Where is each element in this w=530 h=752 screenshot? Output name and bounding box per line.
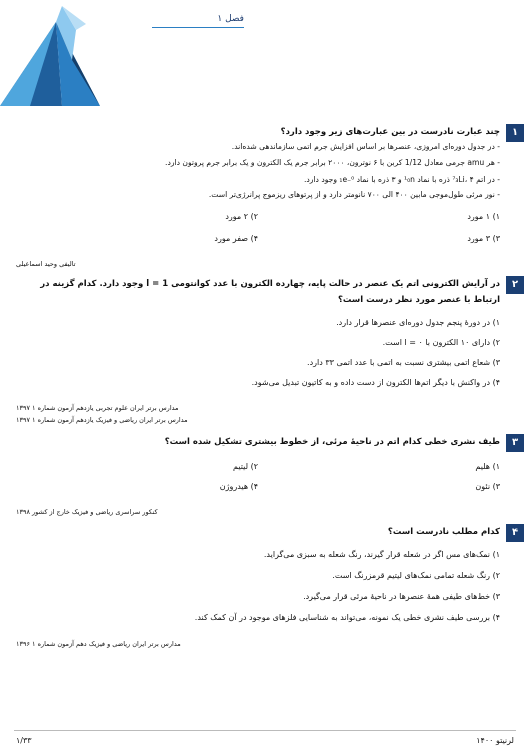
option-1[interactable]: ۱) هلیم [475,462,500,471]
page-number: ۱/۳۳ [16,736,32,745]
chapter-title: فصل ۱ [217,14,244,24]
option-2[interactable]: ۲) رنگ شعله تمامی نمک‌های لیتیم قرمزرنگ است. [332,571,500,580]
q1-statement-1: - در جدول دوره‌ای امروزی، عنصرها بر اساس افزایش جرم اتمی سازماندهی شده‌اند. [231,142,500,151]
option-3[interactable]: ۳) خط‌های طیفی همهٔ عنصرها در ناحیهٔ مرئی قرار می‌گیرد. [303,592,500,601]
logo-graphic [0,0,130,110]
option-2[interactable]: ۲) لیتیم [233,462,258,471]
chapter-header [152,12,244,28]
option-4[interactable]: ۴) در واکنش با دیگر اتم‌ها الکترون از دست داده و به کاتیون تبدیل می‌شود. [251,378,500,387]
question-number-badge: ۲ [506,276,524,294]
option-3[interactable]: ۳) ۳ مورد [467,234,500,243]
footer-brand: لرنیتو ۱۴۰۰ [476,736,514,745]
question-source: تالیفی وحید اسماعیلی [16,260,76,268]
q1-statement-2: - هر amu جرمی معادل 1/12 کربن با ۶ نوترون، ۲۰۰۰ برابر جرم یک الکترون و یک برابر جرم پروتون دارد. [165,158,500,167]
q1-statement-4: - نور مرئی طول‌موجی مابین ۴۰۰ الی ۷۰۰ نانومتر دارد و از پرتوهای ریزموج پرانرژی‌تر است. [208,190,500,199]
option-2[interactable]: ۲) ۲ مورد [225,212,258,221]
option-1[interactable]: ۱) در دورهٔ پنجم جدول دوره‌ای عنصرها قرار دارد. [336,318,500,327]
question-source: مدارس برتر ایران ریاضی و فیزیک یازدهم آزمون شماره ۱ ۱۳۹۷ [16,416,188,424]
question-number-badge: ۱ [506,124,524,142]
option-4[interactable]: ۴) بررسی طیف نشری خطی یک نمونه، می‌تواند به شناسایی فلزهای موجود در آن کمک کند. [194,613,500,622]
question-stem: طیف نشری خطی کدام اتم در ناحیهٔ مرئی، از خطوط بیشتری تشکیل شده است؟ [164,437,500,447]
option-2[interactable]: ۲) دارای ۱۰ الکترون با l = ۰ است. [382,338,500,347]
chapter-underline [152,27,244,28]
question-stem: کدام مطلب نادرست است؟ [387,527,500,537]
option-1[interactable]: ۱) نمک‌های مس اگر در شعله قرار گیرند، رنگ شعله به سبزی می‌گراید. [263,550,500,559]
footer-divider [14,730,516,731]
q1-statement-3: - در اتم ⁷₃Li، ۴ ذره با نماد ¹₀n و ۳ ذره با نماد ⁰₋₁e وجود دارد. [303,175,500,184]
question-number-badge: ۴ [506,524,524,542]
question-source: مدارس برتر ایران ریاضی و فیزیک دهم آزمون شماره ۱ ۱۳۹۶ [16,640,181,648]
question-number-badge: ۳ [506,434,524,452]
question-stem: در آرایش الکترونی اتم یک عنصر در حالت پایه، چهارده الکترون با عدد کوانتومی l = 1 وجود دارد. کدام گزینه در ارتباط با عنصر مورد نظر درست است؟ [40,279,500,305]
option-4[interactable]: ۴) هیدروژن [219,482,258,491]
question-source: مدارس برتر ایران علوم تجربی یازدهم آزمون شماره ۱ ۱۳۹۷ [16,404,179,412]
option-3[interactable]: ۳) نئون [475,482,500,491]
question-stem: چند عبارت نادرست در بین عبارت‌های زیر وجود دارد؟ [280,127,500,137]
question-source: کنکور سراسری ریاضی و فیزیک خارج از کشور ۱۳۹۸ [16,508,158,516]
option-3[interactable]: ۳) شعاع اتمی بیشتری نسبت به اتمی با عدد اتمی ۳۳ دارد. [307,358,500,367]
option-4[interactable]: ۴) صفر مورد [214,234,258,243]
option-1[interactable]: ۱) ۱ مورد [467,212,500,221]
